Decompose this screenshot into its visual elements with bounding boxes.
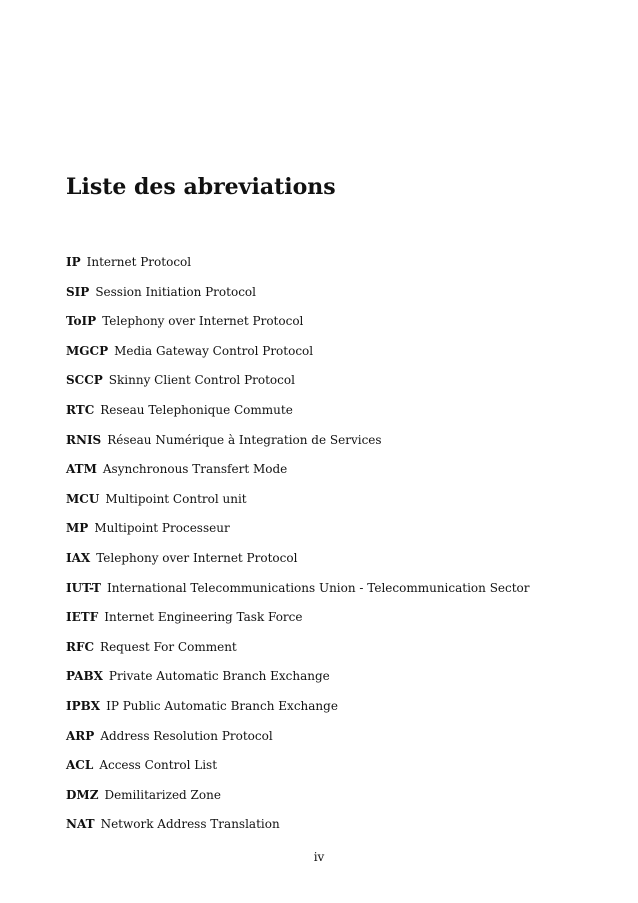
abbreviation-item [66, 814, 530, 844]
abbreviation-term: IPBX [66, 698, 101, 713]
abbreviation-term: IETF [66, 610, 99, 625]
abbreviation-term: NAT [66, 817, 95, 832]
abbreviation-definition: Telephony over Internet Protocol [96, 550, 298, 565]
abbreviation-definition: Multipoint Control unit [105, 491, 247, 506]
abbreviation-definition: International Telecommunications Union - Telecommunication Sector [106, 580, 530, 595]
abbreviation-definition: Network Address Translation [100, 817, 280, 832]
abbreviation-item [66, 548, 530, 578]
abbreviation-term: SCCP [66, 373, 103, 388]
abbreviation-definition: Address Resolution Protocol [100, 728, 273, 743]
abbreviation-term: IP [66, 255, 81, 269]
abbreviation-definition: Asynchronous Transfert Mode [102, 462, 288, 477]
abbreviation-definition: Internet Protocol [86, 255, 192, 269]
abbreviation-item [66, 282, 530, 312]
abbreviation-item [66, 637, 530, 667]
abbreviation-definition: Reseau Telephonique Commute [100, 402, 293, 417]
abbreviation-term: MGCP [66, 343, 109, 358]
abbreviation-definition: Media Gateway Control Protocol [114, 343, 314, 358]
abbreviation-item [66, 430, 530, 460]
abbreviation-item [66, 311, 530, 341]
abbreviation-item [66, 755, 530, 785]
abbreviation-definition: Access Control List [99, 758, 218, 773]
abbreviation-item [66, 666, 530, 696]
abbreviation-definition: Request For Comment [100, 639, 237, 654]
abbreviation-item [66, 518, 530, 548]
page-number: iv [313, 850, 325, 864]
abbreviation-definition: Session Initiation Protocol [95, 284, 256, 299]
abbreviation-term: DMZ [66, 787, 99, 802]
abbreviation-definition: Private Automatic Branch Exchange [108, 669, 330, 684]
abbreviation-definition: Internet Engineering Task Force [104, 610, 303, 625]
abbreviation-item [66, 785, 530, 815]
abbreviation-definition: Multipoint Processeur [94, 521, 230, 536]
abbreviation-item [66, 489, 530, 519]
abbreviation-item [66, 696, 530, 726]
abbreviation-item [66, 726, 530, 756]
abbreviation-term: MP [66, 521, 89, 536]
abbreviation-term: RFC [66, 639, 95, 654]
abbreviation-item [66, 607, 530, 637]
page-title: Liste des abreviations [66, 174, 336, 200]
abbreviation-term: ACL [66, 758, 94, 773]
abbreviation-definition: Demilitarized Zone [104, 787, 221, 802]
abbreviation-definition: Skinny Client Control Protocol [108, 373, 295, 388]
abbreviation-item [66, 370, 530, 400]
abbreviation-term: PABX [66, 669, 103, 684]
abbreviation-item [66, 252, 530, 282]
abbreviation-definition: Réseau Numérique à Integration de Services [107, 432, 382, 447]
abbreviation-term: MCU [66, 491, 100, 506]
abbreviation-term: ToIP [66, 314, 97, 329]
abbreviation-item [66, 459, 530, 489]
abbreviation-definition: Telephony over Internet Protocol [102, 314, 304, 329]
abbreviation-item [66, 578, 530, 608]
abbreviation-term: IAX [66, 550, 91, 565]
abbreviation-item [66, 400, 530, 430]
abbreviation-term: IUT-T [66, 580, 101, 595]
abbreviation-term: RNIS [66, 432, 102, 447]
abbreviation-term: ATM [66, 462, 97, 477]
abbreviation-term: RTC [66, 402, 95, 417]
abbreviation-definition: IP Public Automatic Branch Exchange [106, 698, 338, 713]
abbreviation-term: SIP [66, 284, 90, 299]
abbreviation-list [66, 252, 530, 844]
abbreviation-term: ARP [66, 728, 95, 743]
abbreviation-item [66, 341, 530, 371]
